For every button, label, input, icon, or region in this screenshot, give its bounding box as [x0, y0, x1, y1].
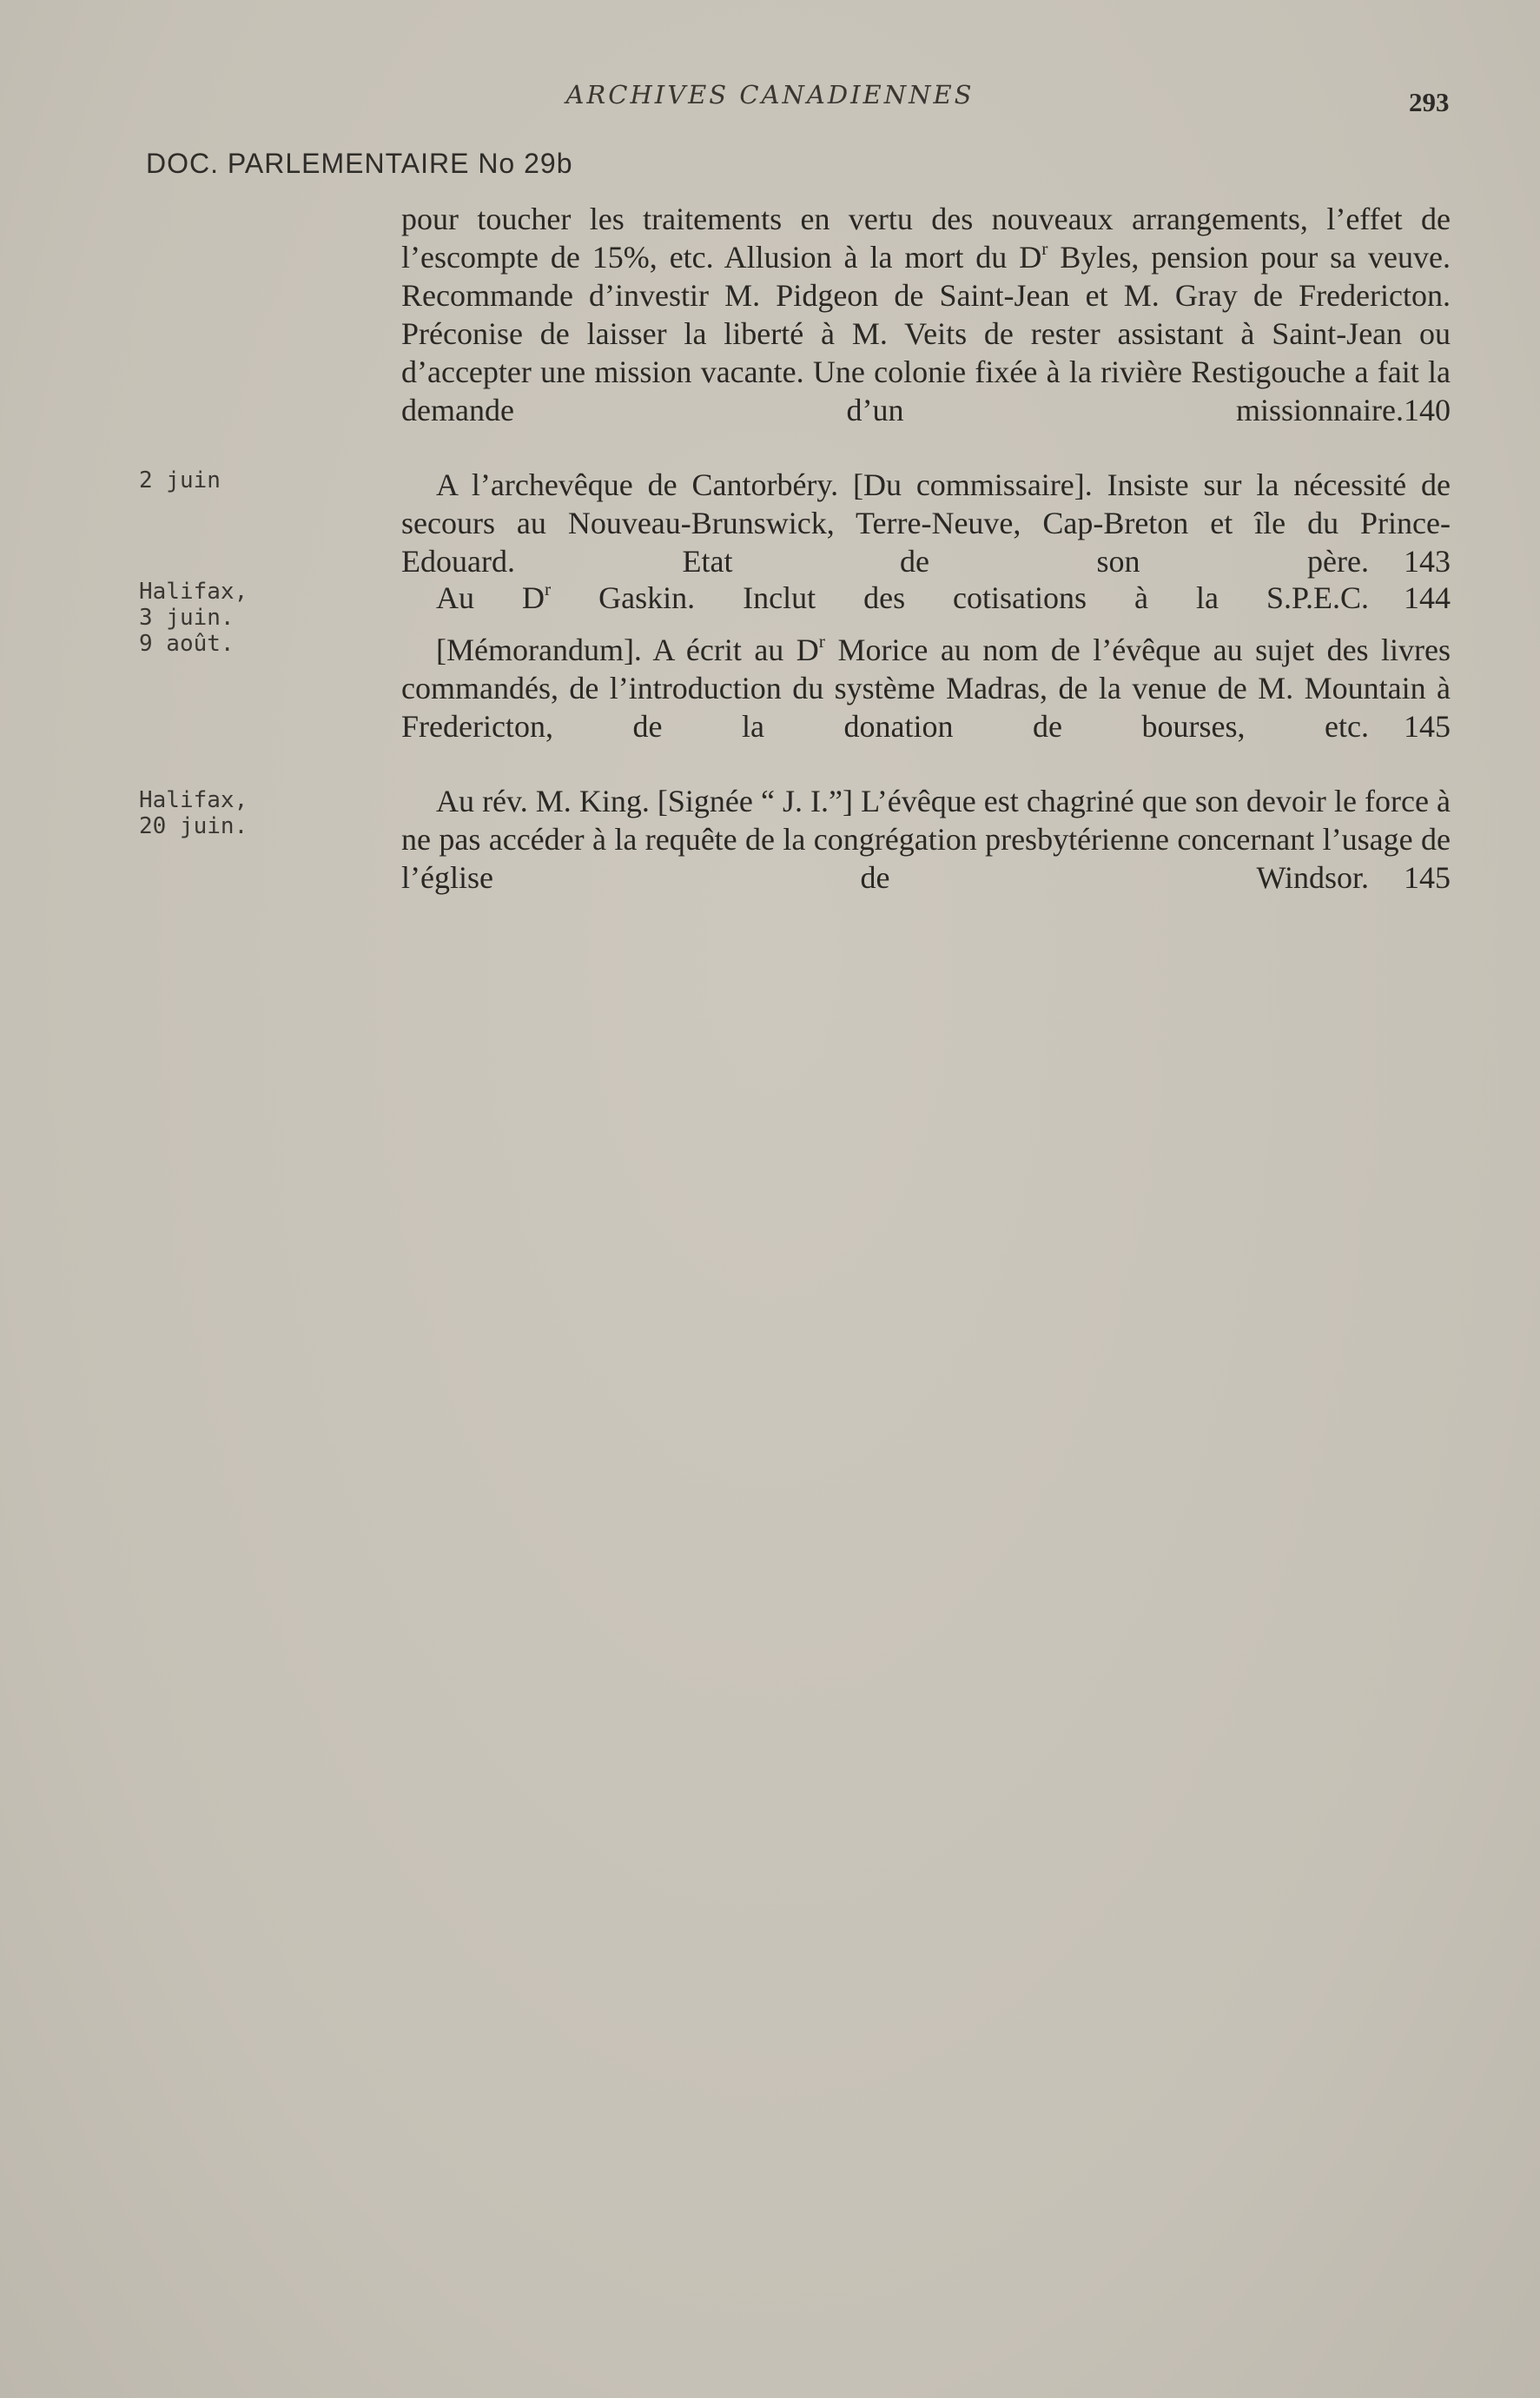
superscript: r: [1041, 237, 1048, 259]
page-reference: 145: [1404, 709, 1451, 744]
superscript: r: [818, 630, 825, 652]
page-reference: 140: [1404, 393, 1451, 427]
calendar-entry: [401, 579, 1451, 617]
margin-date-note: Halifax, 3 juin. 9 août.: [139, 579, 248, 657]
margin-date-note: 2 juin: [139, 467, 221, 494]
entry-text: Au D: [436, 580, 545, 615]
page-number: 293: [1409, 87, 1450, 117]
calendar-entry: [401, 466, 1451, 580]
entry-text: Byles, pension pour sa veuve. Recommande d’investir M. Pidgeon de Saint-Jean et M. Gray de Fredericton. Préconise de laisser la liberté à M. Veits de rester assistant à Saint-Jean ou d’accepter une mission vacante. Une colonie fixée à la rivière Restigouche a fait la demande d’un missionnaire.: [401, 240, 1451, 427]
entry-text: A l’archevêque de Cantorbéry. [Du commissaire]. Insiste sur la nécessité de secours au Nouveau-Brunswick, Terre-Neuve, Cap-Breton et île du Prince-Edouard. Etat de son père.: [401, 467, 1451, 579]
calendar-entry: [401, 782, 1451, 897]
entry-text: [Mémorandum]. A écrit au D: [436, 633, 819, 667]
margin-date-note: Halifax, 20 juin.: [139, 787, 248, 839]
page-reference: 144: [1404, 580, 1451, 615]
entry-text: Au rév. M. King. [Signée “ J. I.”] L’évêque est chagriné que son devoir le force à ne pas accéder à la requête de la congrégation presbytérienne concernant l’usage de l’église de Windsor.: [401, 784, 1451, 895]
document-label: DOC. PARLEMENTAIRE No 29b: [146, 148, 573, 179]
entry-text: Gaskin. Inclut des cotisations à la S.P.E.C.: [551, 580, 1369, 615]
page-reference: 143: [1404, 544, 1451, 579]
calendar-entry: [401, 200, 1451, 429]
entry-text: pour toucher les traitements en vertu des nouveaux arrangements, l’effet de l’escompte de 15%, etc. Allusion à la mort du D: [401, 202, 1451, 275]
superscript: r: [544, 578, 552, 600]
entry-text: Morice au nom de l’évêque au sujet des livres commandés, de l’introduction du système Madras, de la venue de M. Mountain à Fredericton, de la donation de bourses, etc.: [401, 633, 1451, 744]
page-reference: 145: [1404, 860, 1451, 895]
calendar-entry: [401, 631, 1451, 745]
running-header-title: ARCHIVES CANADIENNES: [565, 80, 975, 109]
